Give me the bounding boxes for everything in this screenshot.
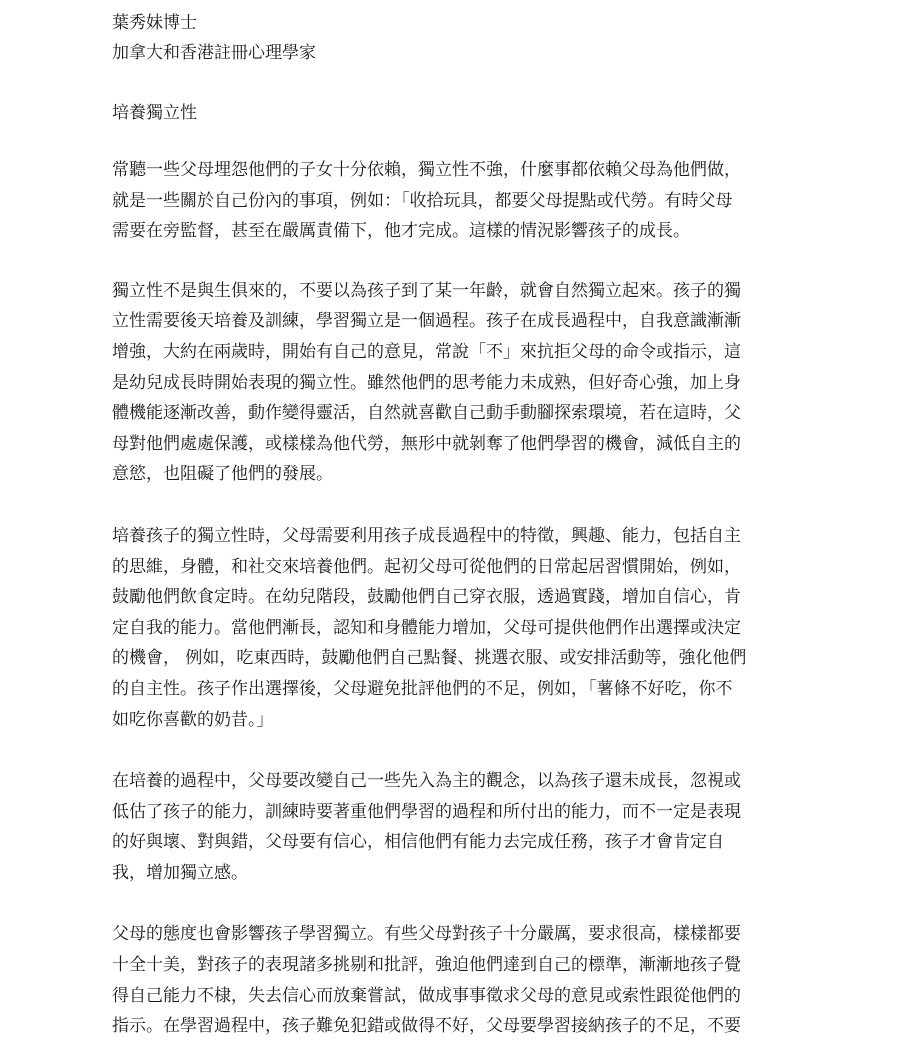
paragraph-line: 增強，大約在兩歲時，開始有自己的意見，常說「不」來抗拒父母的命令或指示，這 (112, 341, 741, 362)
paragraph-line: 在培養的過程中，父母要改變自己一些先入為主的觀念，以為孩子還未成長，忽視或 (112, 771, 741, 792)
paragraph-line: 得自己能力不棣，失去信心而放棄嘗試，做成事事徵求父母的意見或索性跟從他們的 (112, 985, 741, 1006)
author-name: 葉秀妹博士 (112, 13, 197, 33)
paragraph-line: 的好與壞、對與錯，父母要有信心，相信他們有能力去完成任務，孩子才會肯定自 (112, 832, 724, 853)
paragraph-line: 父母的態度也會影響孩子學習獨立。有些父母對孩子十分嚴厲，要求很高，樣樣都要 (112, 924, 741, 945)
paragraph-4 (112, 766, 802, 888)
paragraph-line: 意慾，也阻礙了他們的發展。 (112, 464, 333, 485)
paragraph-line: 培養孩子的獨立性時，父母需要利用孩子成長過程中的特徵，興趣、能力，包括自主 (112, 525, 741, 546)
author-title: 加拿大和香港註冊心理學家 (112, 43, 316, 63)
paragraph-line: 的自主性。孩子作出選擇後，父母避免批評他們的不足，例如，「薯條不好吃，你不 (112, 678, 733, 699)
paragraph-2 (112, 276, 802, 490)
paragraph-line: 獨立性不是與生俱來的，不要以為孩子到了某一年齡，就會自然獨立起來。孩子的獨 (112, 280, 741, 301)
document-page (112, 8, 802, 1042)
paragraph-line: 是幼兒成長時開始表現的獨立性。雖然他們的思考能力未成熟，但好奇心強，加上身 (112, 372, 741, 393)
article-heading: 培養獨立性 (112, 103, 197, 123)
paragraph-line: 就是一些關於自己份內的事項，例如：「收拾玩具，都要父母提點或代勞。有時父母 (112, 190, 733, 211)
paragraph-line: 的機會， 例如，吃東西時，鼓勵他們自己點餐、挑選衣服、或安排活動等，強化他們 (112, 648, 747, 669)
paragraph-line: 我，增加獨立感。 (112, 862, 248, 883)
paragraph-line: 低估了孩子的能力，訓練時要著重他們學習的過程和所付出的能力，而不一定是表現 (112, 801, 741, 822)
paragraph-line: 定自我的能力。當他們漸長，認知和身體能力增加，父母可提供他們作出選擇或決定 (112, 617, 741, 638)
paragraph-line: 體機能逐漸改善，動作變得靈活，自然就喜歡自己動手動腳探索環境，若在這時，父 (112, 403, 741, 424)
paragraph-line: 需要在旁監督，甚至在嚴厲責備下，他才完成。這樣的情況影響孩子的成長。 (112, 221, 690, 242)
paragraph-line: 常聽一些父母埋怨他們的子女十分依賴，獨立性不強，什麼事都依賴父母為他們做， (112, 160, 741, 180)
paragraph-line: 鼓勵他們飲食定時。在幼兒階段，鼓勵他們自己穿衣服，透過實踐，增加自信心，肯 (112, 587, 741, 608)
paragraph-line: 母對他們處處保護，或樣樣為他代勞，無形中就剝奪了他們學習的機會，減低自主的 (112, 433, 741, 454)
paragraph-3 (112, 521, 802, 735)
paragraph-1 (112, 155, 802, 247)
paragraph-5 (112, 919, 802, 1041)
paragraph-line: 立性需要後天培養及訓練，學習獨立是一個過程。孩子在成長過程中，自我意識漸漸 (112, 311, 741, 332)
paragraph-line: 指示。在學習過程中，孩子難免犯錯或做得不好，父母要學習接納孩子的不足，不要 (112, 1016, 741, 1037)
paragraph-line: 的思維，身體，和社交來培養他們。起初父母可從他們的日常起居習慣開始，例如， (112, 556, 741, 577)
paragraph-line: 如吃你喜歡的奶昔。」 (112, 709, 274, 730)
paragraph-line: 十全十美，對孩子的表現諸多挑剔和批評，強迫他們達到自己的標準，漸漸地孩子覺 (112, 955, 741, 976)
